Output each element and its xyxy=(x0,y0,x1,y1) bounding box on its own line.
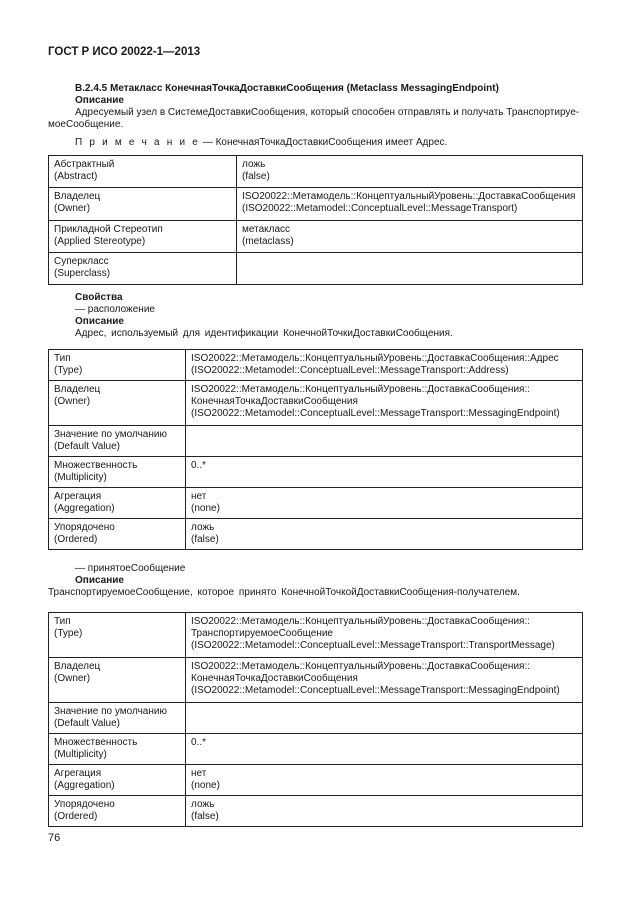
table-row xyxy=(49,488,583,519)
label-ru: Значение по умолчанию xyxy=(54,706,167,717)
label-en: (Owner) xyxy=(54,673,91,684)
table-row xyxy=(49,350,583,381)
property-name: — принятоеСообщение xyxy=(75,563,186,574)
property-label-cell xyxy=(49,156,237,188)
property-value-cell xyxy=(237,221,583,253)
metaclass-table xyxy=(48,155,583,285)
section-title: B.2.4.5 Метакласс КонечнаяТочкаДоставкиСообщения (Metaclass MessagingEndpoint) xyxy=(75,83,499,94)
property-table-received-message xyxy=(48,612,583,827)
property-value-cell xyxy=(186,658,583,703)
label-ru: Владелец xyxy=(54,384,101,395)
label-ru: Тип xyxy=(54,353,71,364)
property-label-cell xyxy=(49,350,186,381)
value-line: метакласс xyxy=(242,224,291,235)
note-text: — КонечнаяТочкаДоставкиСообщения имеет Адрес. xyxy=(200,137,448,148)
property-value-cell xyxy=(186,613,583,658)
property-description-heading: Описание xyxy=(75,316,124,327)
property-value-cell xyxy=(186,426,583,457)
property-label-cell xyxy=(49,426,186,457)
label-ru: Агрегация xyxy=(54,491,102,502)
value-line: (ISO20022::Metamodel::ConceptualLevel::MessageTransport::MessagingEndpoint) xyxy=(191,408,560,419)
note xyxy=(75,137,585,149)
property-value-cell xyxy=(186,381,583,426)
value-line: нет xyxy=(191,768,207,779)
value-line: КонечнаяТочкаДоставкиСообщения xyxy=(191,396,358,407)
property-table-location xyxy=(48,349,583,550)
label-en: (Multiplicity) xyxy=(54,472,107,483)
note-label: П р и м е ч а н и е xyxy=(75,137,201,148)
label-en: (Ordered) xyxy=(54,534,98,545)
label-ru: Абстрактный xyxy=(54,159,115,170)
label-en: (Default Value) xyxy=(54,441,120,452)
property-value-cell xyxy=(186,519,583,550)
property-label-cell xyxy=(49,381,186,426)
property-name: — расположение xyxy=(75,304,155,315)
label-ru: Владелец xyxy=(54,191,101,202)
value-line: ложь xyxy=(242,159,266,170)
property-label-cell xyxy=(49,519,186,550)
value-line: КонечнаяТочкаДоставкиСообщения xyxy=(191,673,358,684)
document-header: ГОСТ Р ИСО 20022-1—2013 xyxy=(48,46,201,58)
table-row xyxy=(49,221,583,253)
property-label-cell xyxy=(49,253,237,285)
value-line: ложь xyxy=(191,799,215,810)
table-row xyxy=(49,613,583,658)
property-label-cell xyxy=(49,188,237,221)
label-en: (Owner) xyxy=(54,396,91,407)
property-label-cell xyxy=(49,796,186,827)
property-value-cell xyxy=(186,457,583,488)
value-line: (none) xyxy=(191,503,220,514)
label-ru: Прикладной Стереотип xyxy=(54,224,163,235)
value-line: ISO20022::Метамодель::КонцептуальныйУровень::ДоставкаСообщения:: xyxy=(191,384,531,395)
value-line: (none) xyxy=(191,780,220,791)
label-ru: Тип xyxy=(54,616,71,627)
label-en: (Superclass) xyxy=(54,268,111,279)
label-ru: Суперкласс xyxy=(54,256,109,267)
label-en: (Abstract) xyxy=(54,171,98,182)
label-ru: Упорядочено xyxy=(54,799,115,810)
value-line: ISO20022::Метамодель::КонцептуальныйУровень::ДоставкаСообщения xyxy=(242,191,576,202)
property-value-cell xyxy=(237,156,583,188)
value-line: (false) xyxy=(191,534,219,545)
value-line: ISO20022::Метамодель::КонцептуальныйУровень::ДоставкаСообщения:: xyxy=(191,616,531,627)
table-row xyxy=(49,796,583,827)
table-row xyxy=(49,765,583,796)
description-line-1: Адресуемый узел в СистемеДоставкиСообщения, который способен отправлять и получать Транспортируе- xyxy=(75,107,580,118)
description-line-2: моеСообщение. xyxy=(48,119,124,130)
property-description-heading: Описание xyxy=(75,575,124,586)
property-value-cell xyxy=(186,488,583,519)
property-value-cell xyxy=(186,734,583,765)
label-en: (Default Value) xyxy=(54,718,120,729)
value-line: нет xyxy=(191,491,207,502)
table-row xyxy=(49,426,583,457)
property-value-cell xyxy=(186,350,583,381)
property-label-cell xyxy=(49,488,186,519)
label-ru: Множественность xyxy=(54,460,138,471)
property-label-cell xyxy=(49,765,186,796)
property-label-cell xyxy=(49,613,186,658)
table-row xyxy=(49,703,583,734)
table-row xyxy=(49,519,583,550)
value-line: (ISO20022::Metamodel::ConceptualLevel::MessageTransport::TransportMessage) xyxy=(191,640,555,651)
table-row xyxy=(49,188,583,221)
properties-heading: Свойства xyxy=(75,292,123,303)
label-ru: Значение по умолчанию xyxy=(54,429,167,440)
label-en: (Type) xyxy=(54,628,83,639)
label-en: (Type) xyxy=(54,365,83,376)
property-label-cell xyxy=(49,703,186,734)
property-value-cell xyxy=(186,765,583,796)
property-value-cell xyxy=(237,253,583,285)
label-en: (Aggregation) xyxy=(54,780,115,791)
label-en: (Multiplicity) xyxy=(54,749,107,760)
value-line: (ISO20022::Metamodel::ConceptualLevel::MessageTransport::Address) xyxy=(191,365,509,376)
value-line: ТранспортируемоеСообщение xyxy=(191,628,333,639)
value-line: ISO20022::Метамодель::КонцептуальныйУровень::ДоставкаСообщения::Адрес xyxy=(191,353,559,364)
property-label-cell xyxy=(49,221,237,253)
value-line: (ISO20022::Metamodel::ConceptualLevel::MessageTransport) xyxy=(242,203,518,214)
property-label-cell xyxy=(49,457,186,488)
value-line: (ISO20022::Metamodel::ConceptualLevel::MessageTransport::MessagingEndpoint) xyxy=(191,685,560,696)
table-row xyxy=(49,381,583,426)
label-ru: Агрегация xyxy=(54,768,102,779)
property-value-cell xyxy=(186,796,583,827)
property-label-cell xyxy=(49,734,186,765)
property-label-cell xyxy=(49,658,186,703)
label-en: (Owner) xyxy=(54,203,91,214)
label-en: (Applied Stereotype) xyxy=(54,236,146,247)
label-en: (Aggregation) xyxy=(54,503,115,514)
properties-block-received-message xyxy=(48,563,585,599)
table-row xyxy=(49,457,583,488)
property-description: ТранспортируемоеСообщение, которое принято КонечнойТочкойДоставкиСообщения-получателем. xyxy=(48,587,520,598)
label-ru: Множественность xyxy=(54,737,138,748)
table-row xyxy=(49,253,583,285)
property-value-cell xyxy=(237,188,583,221)
value-line: 0..* xyxy=(191,737,207,748)
page-number: 76 xyxy=(48,832,61,844)
table-row xyxy=(49,156,583,188)
value-line: 0..* xyxy=(191,460,207,471)
label-en: (Ordered) xyxy=(54,811,98,822)
value-line: ISO20022::Метамодель::КонцептуальныйУровень::ДоставкаСообщения:: xyxy=(191,661,531,672)
description-heading: Описание xyxy=(75,95,124,106)
value-line: ложь xyxy=(191,522,215,533)
label-ru: Упорядочено xyxy=(54,522,115,533)
value-line: (metaclass) xyxy=(242,236,294,247)
table-row xyxy=(49,658,583,703)
property-description: Адрес, используемый для идентификации КонечнойТочкиДоставкиСообщения. xyxy=(75,328,453,339)
label-ru: Владелец xyxy=(54,661,101,672)
value-line: (false) xyxy=(242,171,270,182)
table-row xyxy=(49,734,583,765)
property-value-cell xyxy=(186,703,583,734)
value-line: (false) xyxy=(191,811,219,822)
properties-block-location xyxy=(75,292,585,340)
